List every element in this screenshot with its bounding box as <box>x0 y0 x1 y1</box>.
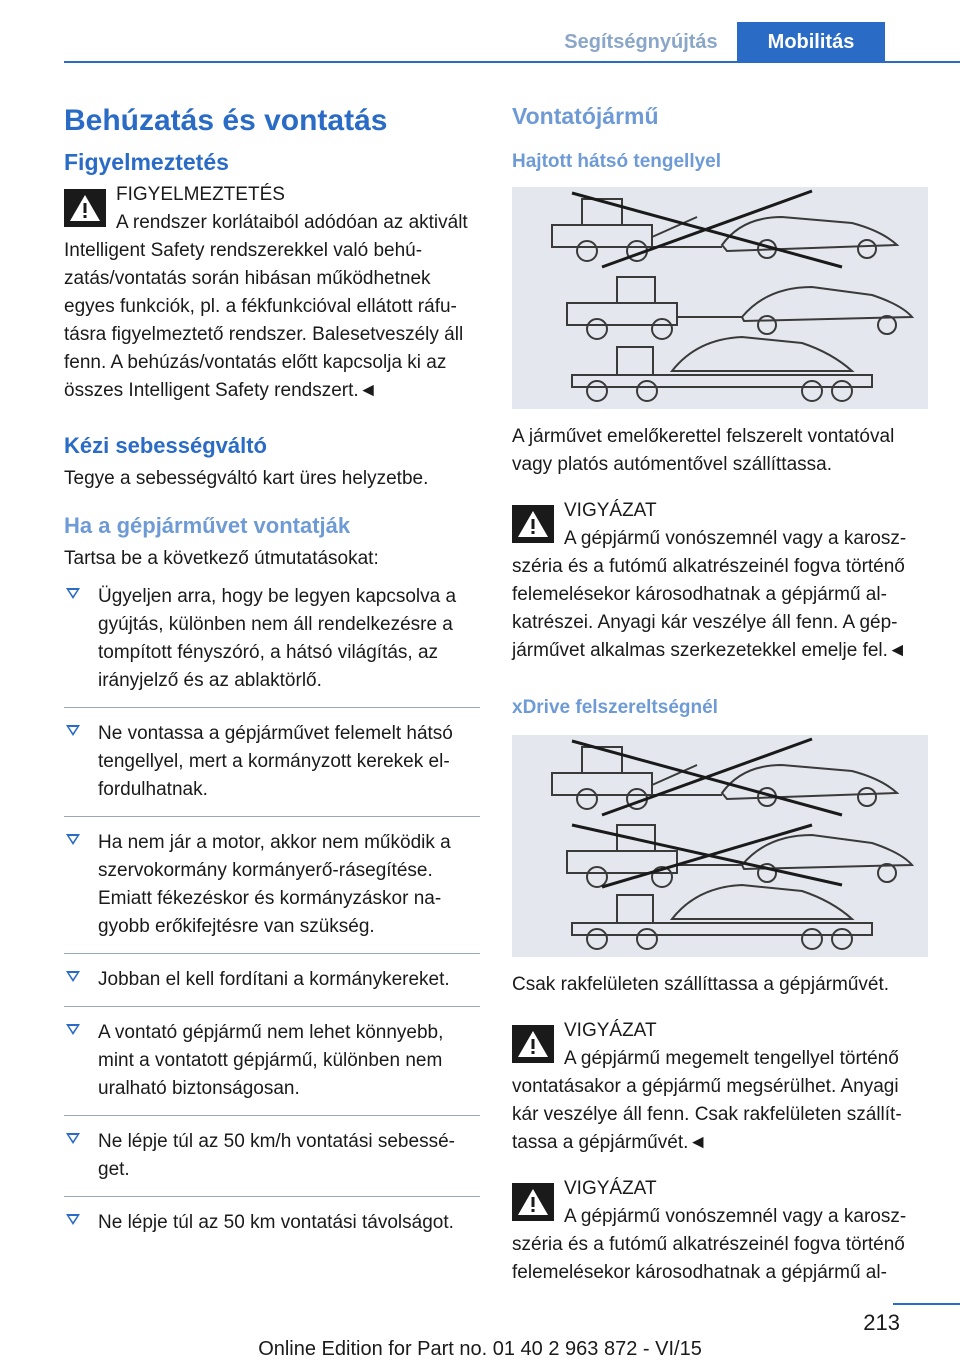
towing-illustration-rear-drive <box>512 187 928 409</box>
list-item: Ügyeljen arra, hogy be legyen kapcsolva a gyújtás, különben nem áll rendelkezésre a tompított fényszóró, a hátsó világítás, az irányjelző és az ablaktörlő. <box>64 583 480 707</box>
warning-icon <box>512 505 554 543</box>
list-item: Ne lépje túl az 50 km vontatási távolságot. <box>64 1196 480 1249</box>
triangle-bullet-icon <box>66 1133 80 1144</box>
triangle-bullet-icon <box>66 834 80 845</box>
warning-title: VIGYÁZAT <box>564 500 657 521</box>
edition-footer: Online Edition for Part no. 01 40 2 963 872 - VI/15 <box>258 1338 702 1360</box>
towing-illustration-xdrive <box>512 735 928 957</box>
manual-transmission-heading: Kézi sebességváltó <box>64 433 267 458</box>
page-title: Behúzatás és vontatás <box>64 104 388 137</box>
list-item: Ha nem jár a motor, akkor nem működik a szervokormány kormányerő-rásegítése. Emiatt fékezéskor és kormányzáskor nagyobb erőkifejtésre van szükség. <box>64 816 480 953</box>
page-number: 213 <box>863 1310 900 1335</box>
list-item: Jobban el kell fordítani a kormánykereket. <box>64 953 480 1006</box>
warning-block-3 <box>512 1017 928 1157</box>
footer-divider <box>893 1303 960 1305</box>
triangle-bullet-icon <box>66 588 80 599</box>
section-tab-assistance[interactable]: Segítségnyújtás <box>564 31 718 53</box>
warning-block-2 <box>512 497 928 665</box>
warning-title: VIGYÁZAT <box>564 1020 657 1041</box>
section-tab-mobility[interactable]: Mobilitás <box>737 22 885 62</box>
warning-block-4 <box>512 1175 928 1287</box>
triangle-bullet-icon <box>66 1024 80 1035</box>
tow-vehicle-heading: Vontatójármű <box>512 103 659 129</box>
warning-title: FIGYELMEZTETÉS <box>116 184 285 205</box>
warning-body: A rendszer korlátaiból adódóan az aktivált Intelligent Safety rendszerekkel való behúzatás/vontatás során hibásan működhetnek egyes funkciók, pl. a fékfunkcióval ellátott ráfutásra figyelmeztető rendszer. Balesetveszély áll fenn. A behúzás/vontatás előtt kapcsolja ki az összes Intelligent Safety rendszert.◄ <box>64 212 468 401</box>
warning-body: A gépjármű megemelt tengellyel történő vontatásakor a gépjármű megsérülhet. Anyagi kár veszélye áll fenn. Csak rakfelületen szállíttassa a gépjárművét.◄ <box>512 1048 902 1153</box>
list-item: Ne lépje túl az 50 km/h vontatási sebességet. <box>64 1115 480 1196</box>
page-header <box>0 0 960 62</box>
triangle-bullet-icon <box>66 1214 80 1225</box>
towing-heading: Ha a gépjárművet vontatják <box>64 513 351 538</box>
warning-icon <box>512 1025 554 1063</box>
warning-title: VIGYÁZAT <box>564 1178 657 1199</box>
header-divider <box>64 61 960 63</box>
xdrive-subheading: xDrive felszereltségnél <box>512 697 718 718</box>
warning-heading: Figyelmeztetés <box>64 149 229 175</box>
right-column <box>512 95 928 1305</box>
xdrive-text: Csak rakfelületen szállíttassa a gépjárművét. <box>512 974 890 995</box>
towing-intro: Tartsa be a következő útmutatásokat: <box>64 548 379 569</box>
list-item: A vontató gépjármű nem lehet könnyebb, mint a vontatott gépjármű, különben nem uralható biztonságosan. <box>64 1006 480 1115</box>
rear-axle-text: A járművet emelőkerettel felszerelt vontatóval vagy platós autómentővel szállíttassa. <box>512 426 895 475</box>
list-item: Ne vontassa a gépjárművet felemelt hátsó tengellyel, mert a kormányzott kerekek elfordulhatnak. <box>64 707 480 816</box>
triangle-bullet-icon <box>66 725 80 736</box>
left-column <box>64 95 480 1249</box>
rear-axle-subheading: Hajtott hátsó tengellyel <box>512 151 722 172</box>
warning-icon <box>64 189 106 227</box>
warning-icon <box>512 1183 554 1221</box>
warning-body: A gépjármű vonószemnél vagy a karoszszéria és a futómű alkatrészeinél fogva történő felemelésekor károsodhatnak a gépjármű al- <box>512 1206 907 1283</box>
towing-instructions-list <box>64 583 480 1249</box>
warning-body: A gépjármű vonószemnél vagy a karoszszéria és a futómű alkatrészeinél fogva történő felemelésekor károsodhatnak a gépjármű alkatrészei. Anyagi kár veszélye áll fenn. A gépjárművet alkalmas szerkezetekkel emelje fel.◄ <box>512 528 907 661</box>
triangle-bullet-icon <box>66 971 80 982</box>
manual-transmission-text: Tegye a sebességváltó kart üres helyzetbe. <box>64 468 429 489</box>
warning-block-1 <box>64 181 480 405</box>
